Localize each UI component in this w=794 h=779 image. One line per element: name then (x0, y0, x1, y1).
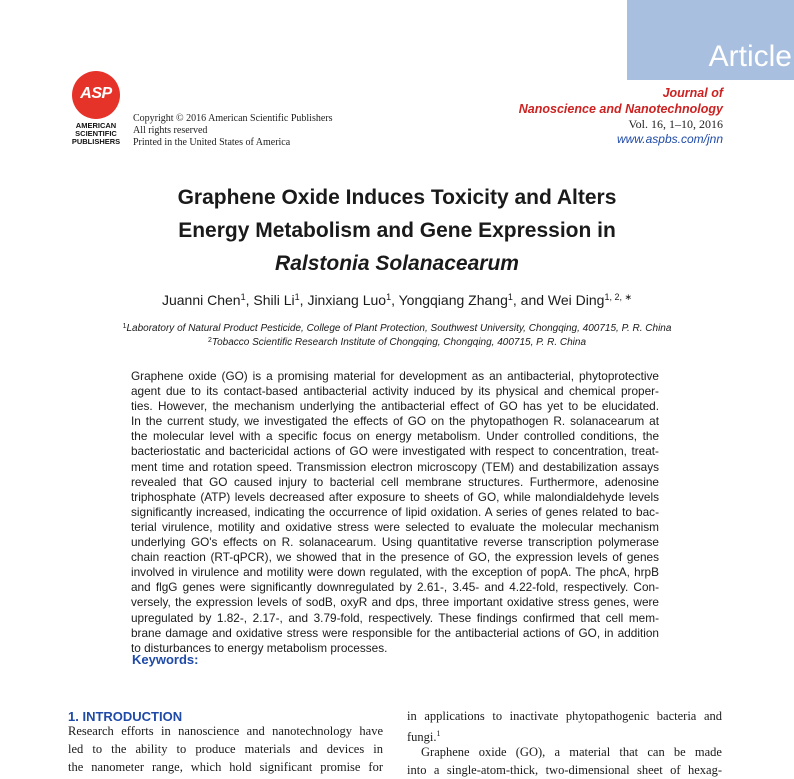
copyright-line: All rights reserved (133, 125, 208, 136)
author-name: Shili Li (253, 292, 295, 308)
paper-title-line: Graphene Oxide Induces Toxicity and Alters (177, 186, 617, 209)
author-affiliation-mark: 1 (386, 292, 392, 302)
affiliation-text: Tobacco Scientific Research Institute of Chongqing, Chongqing, 400715, P. R. China (211, 337, 587, 348)
author-separator: , (245, 292, 254, 308)
abstract-line: triphosphate (ATP) levels decreased after exposure to sheets of GO, while malondialdehyde levels (131, 489, 659, 504)
affiliation-number: 2 (207, 337, 212, 344)
abstract-line: Graphene oxide (GO) is a promising material for development as an antibacterial, phytoprotective (131, 369, 659, 383)
affiliation (0, 320, 794, 335)
abstract-line: revealed that GO caused injury to bacterial cell membrane structures. Furthermore, adenosine (131, 474, 659, 489)
abstract-line: and flgG genes were significantly downregulated by 2.61-, 3.45- and 4.22-fold, respectively. Con- (131, 580, 659, 595)
abstract-line: to disturbances to energy metabolism processes. (131, 640, 388, 655)
affiliation-number: 1 (122, 323, 127, 330)
abstract-line: ment time and rotation speed. Transmission electron microscopy (TEM) and destabilization assays (131, 459, 659, 474)
author-list (0, 292, 794, 308)
abstract-line: ties. However, the mechanism underlying the antibacterial effect of GO has yet to be elucidated. (131, 399, 659, 414)
body-text-line: led to the ability to produce materials and devices in (68, 742, 383, 756)
abstract-line: involved in virulence and motility were down regulated, with the exception of popA. The phcA, hrpB (131, 565, 659, 580)
affiliation-text: Laboratory of Natural Product Pesticide, College of Plant Protection, Southwest University, Chongqing, 400715, P. R. China (126, 323, 672, 334)
author-separator: , and (512, 292, 548, 308)
copyright-line: Printed in the United States of America (133, 137, 291, 148)
abstract-line: In the current study, we investigated the effects of GO on the phytopathogen R. solanacearum at (131, 414, 659, 429)
journal-url[interactable]: www.aspbs.com/jnn (616, 132, 723, 146)
publisher-logo (68, 71, 124, 147)
body-text-line: Research efforts in nanoscience and nanotechnology have (68, 724, 383, 738)
copyright-line: Copyright © 2016 American Scientific Publishers (133, 113, 333, 124)
author-affiliation-mark: 1, 2, ∗ (604, 292, 633, 302)
abstract-line: chain reaction (RT-qPCR), we showed that in the presence of GO, the expression levels of genes (131, 550, 659, 565)
body-text-line: Graphene oxide (GO), a material that can be made (421, 745, 722, 759)
paper-title-line: Energy Metabolism and Gene Expression in (178, 219, 616, 242)
author-name: Yongqiang Zhang (398, 292, 508, 308)
abstract-line: underlying GO's effects on R. solanacearum. Using quantitative reverse transcription polymerase (131, 535, 659, 550)
abstract-line: bacteriostatic and bactericidal actions of GO were investigated with respect to concentration, treat- (131, 444, 659, 459)
citation-ref[interactable]: 1 (436, 729, 441, 738)
journal-name: Nanoscience and Nanotechnology (518, 102, 723, 116)
body-text-line: in applications to inactivate phytopathogenic bacteria and (407, 709, 722, 723)
keywords-label: Keywords: (132, 652, 199, 667)
body-text-line: the nanometer range, which hold significant promise for (68, 760, 383, 774)
author-affiliation-mark: 1 (294, 292, 300, 302)
body-text-line: into a single-atom-thick, two-dimensional sheet of hexag- (407, 763, 722, 777)
publisher-logo-letters: ASP (80, 85, 112, 102)
body-text-line (407, 725, 722, 743)
affiliation (0, 334, 794, 349)
journal-volume: Vol. 16, 1–10, 2016 (628, 117, 723, 131)
paper-title-line: Ralstonia Solanacearum (275, 252, 519, 275)
author-name: Wei Ding (547, 292, 605, 308)
author-name: Juanni Chen (161, 292, 241, 308)
publisher-logo-word: AMERICAN (75, 121, 117, 130)
abstract-line: versely, the expression levels of sodB, oxyR and dps, three important oxidative stress genes, were (131, 595, 659, 610)
abstract-line: brane damage and oxidative stress were responsible for the antibacterial actions of GO, in addition (131, 625, 659, 640)
abstract-line: significantly increased, indicating the occurrence of lipid oxidation. A series of genes related to bac- (131, 504, 659, 519)
abstract-line: agent due to its contact-based antibacterial activity induced by its physical and chemical proper- (131, 384, 659, 399)
author-affiliation-mark: 1 (507, 292, 513, 302)
abstract-line: upregulated by 1.82-, 2.17-, and 3.79-fold, respectively. These findings confirmed that cell mem- (131, 610, 659, 625)
section-heading: 1. INTRODUCTION (68, 709, 183, 724)
publisher-logo-word: SCIENTIFIC (75, 129, 117, 138)
author-affiliation-mark: 1 (240, 292, 246, 302)
abstract (131, 369, 659, 656)
body-text: fungi. (407, 730, 437, 744)
author-name: Jinxiang Luo (307, 292, 387, 308)
intro-right-column (407, 707, 722, 779)
publisher-logo-word: PUBLISHERS (71, 137, 121, 146)
author-separator: , (299, 292, 308, 308)
journal-name: Journal of (662, 86, 723, 100)
abstract-line: terial virulence, motility and oxidative stress were selected to evaluate the molecular mechanism (131, 519, 659, 534)
intro-left-column (68, 722, 383, 776)
article-label: Article (708, 40, 792, 73)
author-separator: , (391, 292, 399, 308)
abstract-line: the molecular level with a specific focus on energy metabolism. Under controlled conditions, the (131, 429, 659, 444)
